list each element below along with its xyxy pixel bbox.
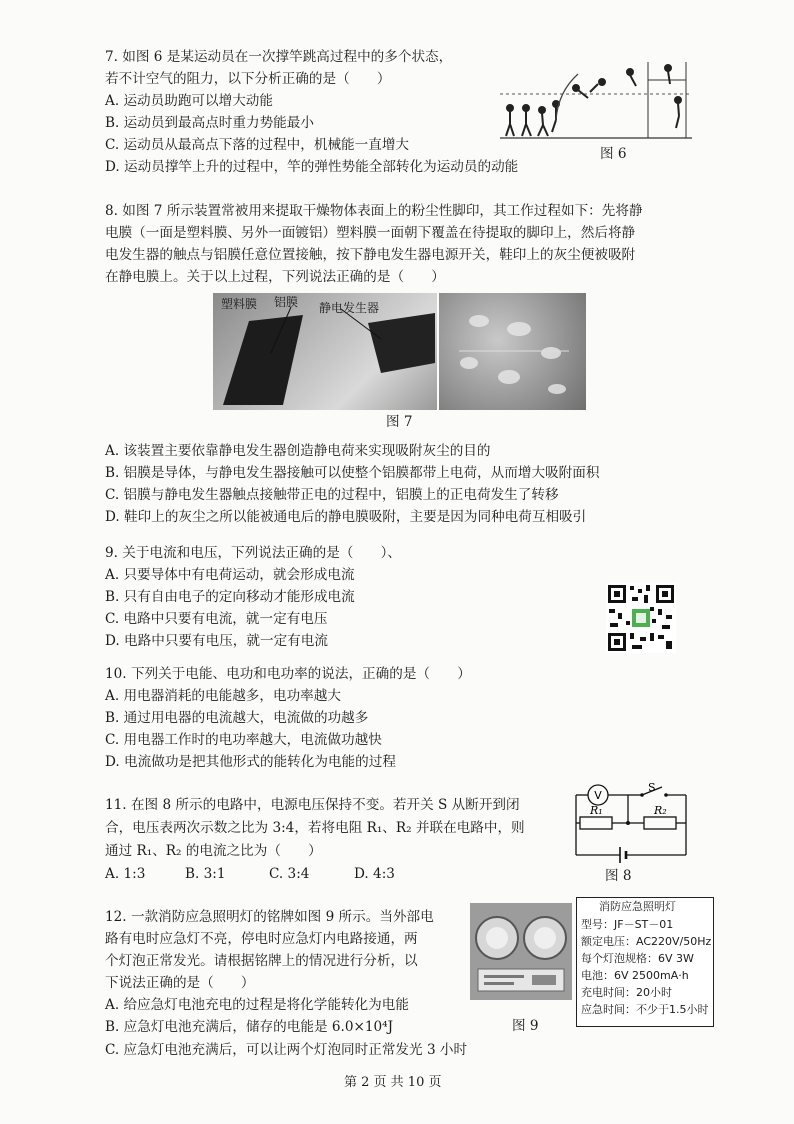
q8-stem-line2: 电膜（一面是塑料膜、另外一面镀铝）塑料膜一面朝下覆盖在待提取的脚印上，然后将静 xyxy=(105,225,636,241)
figure-7-caption: 图 7 xyxy=(386,414,413,430)
q11-option-c: C. 3:4 xyxy=(269,866,310,882)
q8-option-b: B. 铝膜是导体，与静电发生器接触可以使整个铝膜都带上电荷，从而增大吸附面积 xyxy=(105,465,600,481)
r2-label: R₂ xyxy=(654,804,667,817)
q9-stem: 9. 关于电流和电压，下列说法正确的是（ ）、 xyxy=(105,545,401,561)
q11-stem-line2: 合，电压表两次示数之比为 3:4，若将电阻 R₁、R₂ 并联在电路中，则 xyxy=(105,820,525,836)
electrostatic-device-photo xyxy=(213,293,437,410)
q7-option-d: D. 运动员撑竿上升的过程中，竿的弹性势能全部转化为运动员的动能 xyxy=(105,159,519,175)
emergency-light-photo xyxy=(470,903,572,1000)
switch-label: S xyxy=(648,783,656,794)
q11-option-b: B. 3:1 xyxy=(185,866,226,882)
q8-stem-line3: 电发生器的触点与铝膜任意位置接触，按下静电发生器电源开关，鞋印上的灰尘便被吸附 xyxy=(105,247,636,263)
q9-option-c: C. 电路中只要有电流，就一定有电压 xyxy=(105,611,328,627)
q10-option-c: C. 用电器工作时的电功率越大，电流做功越快 xyxy=(105,732,382,748)
generator-label: 静电发生器 xyxy=(319,301,380,315)
plastic-film-label: 塑料膜 xyxy=(221,297,258,311)
q9-option-a: A. 只要导体中有电荷运动，就会形成电流 xyxy=(105,567,355,583)
nameplate-charge-time: 充电时间：20小时 xyxy=(581,986,672,999)
q11-stem-line3: 通过 R₁、R₂ 的电流之比为（ ） xyxy=(105,843,322,859)
q9-option-d: D. 电路中只要有电压，就一定有电流 xyxy=(105,633,328,649)
q11-option-a: A. 1:3 xyxy=(105,866,146,882)
q9-option-b: B. 只有自由电子的定向移动才能形成电流 xyxy=(105,589,355,605)
q10-option-a: A. 用电器消耗的电能越多，电功率越大 xyxy=(105,688,341,704)
q8-stem-line1: 8. 如图 7 所示装置常被用来提取干燥物体表面上的粉尘性脚印，其工作过程如下：先将静 xyxy=(105,203,643,219)
page-footer: 第 2 页 共 10 页 xyxy=(344,1075,442,1090)
q12-stem-line3: 个灯泡正常发光。请根据铭牌上的情况进行分析，以 xyxy=(105,953,418,969)
q7-option-c: C. 运动员从最高点下落的过程中，机械能一直增大 xyxy=(105,137,410,153)
nameplate-battery: 电池：6V 2500mA·h xyxy=(581,969,689,982)
q12-option-a: A. 给应急灯电池充电的过程是将化学能转化为电能 xyxy=(105,997,409,1013)
nameplate-title: 消防应急照明灯 xyxy=(599,900,676,913)
q10-option-b: B. 通过用电器的电流越大，电流做的功越多 xyxy=(105,710,369,726)
q12-option-c: C. 应急灯电池充满后，可以让两个灯泡同时正常发光 3 小时 xyxy=(105,1042,468,1058)
q11-stem-line1: 11. 在图 8 所示的电路中，电源电压保持不变。若开关 S 从断开到闭 xyxy=(105,797,520,813)
q7-stem-line1: 7. 如图 6 是某运动员在一次撑竿跳高过程中的多个状态， xyxy=(105,49,453,65)
q11-option-d: D. 4:3 xyxy=(354,866,395,882)
q12-stem-line2: 路有电时应急灯不亮，停电时应急灯内电路接通，两 xyxy=(105,931,418,947)
q8-option-c: C. 铝膜与静电发生器触点接触带正电的过程中，铝膜上的正电荷发生了转移 xyxy=(105,487,559,503)
nameplate-emergency-time: 应急时间：不少于1.5小时 xyxy=(581,1003,709,1016)
nameplate xyxy=(576,897,714,1027)
figure-6-caption: 图 6 xyxy=(600,146,627,162)
q12-stem-line4: 下说法正确的是（ ） xyxy=(105,975,255,991)
q10-stem: 10. 下列关于电能、电功和电功率的说法，正确的是（ ） xyxy=(105,666,471,682)
q8-option-d: D. 鞋印上的灰尘之所以能被通电后的静电膜吸附，主要是因为同种电荷互相吸引 xyxy=(105,509,587,525)
q12-stem-line1: 12. 一款消防应急照明灯的铭牌如图 9 所示。当外部电 xyxy=(105,909,434,925)
footprint-dust-photo xyxy=(439,293,586,410)
q12-option-b: B. 应急灯电池充满后，储存的电能是 6.0×10⁴J xyxy=(105,1019,394,1035)
q7-option-b: B. 运动员到最高点时重力势能最小 xyxy=(105,115,314,131)
q7-option-a: A. 运动员助跑可以增大动能 xyxy=(105,93,273,109)
nameplate-model: 型号：JF－ST－01 xyxy=(581,918,674,931)
q7-stem-line2: 若不计空气的阻力，以下分析正确的是（ ） xyxy=(105,71,391,87)
pole-vault-figure xyxy=(498,52,694,144)
q10-option-d: D. 电流做功是把其他形式的能转化为电能的过程 xyxy=(105,754,396,770)
voltmeter-label: V xyxy=(594,789,602,802)
q8-stem-line4: 在静电膜上。关于以上过程，下列说法正确的是（ ） xyxy=(105,269,445,285)
q8-option-a: A. 该装置主要依靠静电发生器创造静电荷来实现吸附灰尘的目的 xyxy=(105,443,491,459)
nameplate-voltage: 额定电压：AC220V/50Hz xyxy=(581,935,712,948)
qr-code-icon[interactable] xyxy=(606,583,676,653)
figure-8-caption: 图 8 xyxy=(605,868,632,884)
r1-label: R₁ xyxy=(590,804,603,817)
figure-9-caption: 图 9 xyxy=(512,1018,539,1034)
circuit-diagram xyxy=(570,783,694,865)
aluminum-film-label: 铝膜 xyxy=(274,295,299,309)
nameplate-bulb: 每个灯泡规格：6V 3W xyxy=(581,952,694,965)
